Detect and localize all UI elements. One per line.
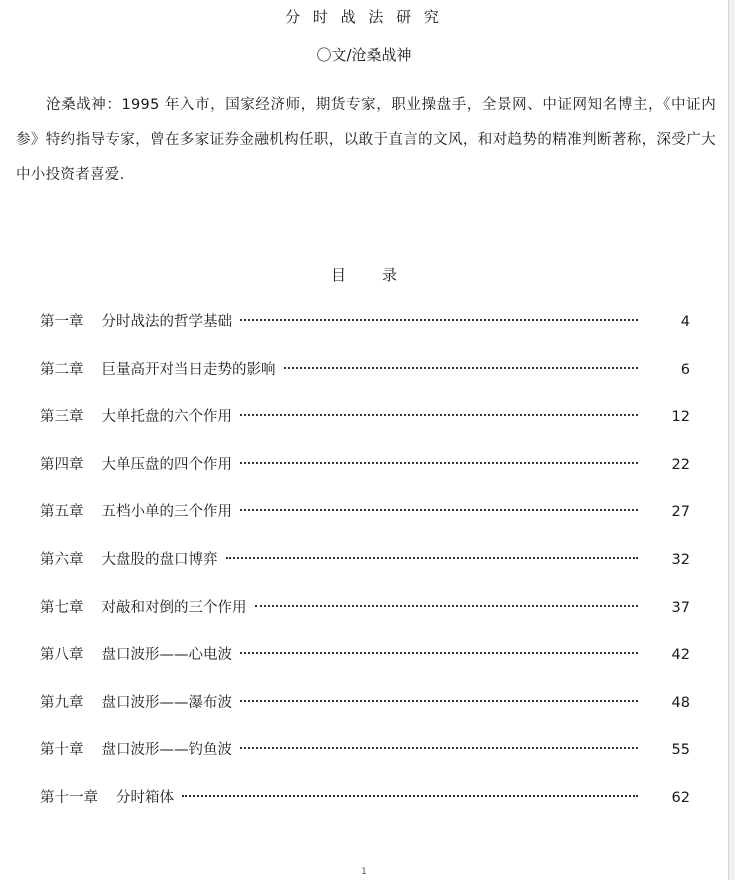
chapter-page: 48 — [671, 694, 690, 711]
chapter-title: 巨量高开对当日走势的影响 — [101, 361, 276, 378]
chapter-title: 盘口波形——心电波 — [101, 647, 232, 664]
dot-leader — [240, 700, 638, 702]
toc-heading — [0, 264, 728, 286]
chapter-number: 第二章 — [40, 361, 84, 378]
author-byline: 〇文/沧桑战神 — [316, 46, 412, 64]
chapter-number: 第七章 — [40, 599, 84, 616]
toc-entry[interactable] — [40, 358, 690, 406]
toc-entry[interactable] — [40, 548, 690, 596]
toc-entry[interactable] — [40, 786, 690, 834]
table-of-contents — [40, 310, 690, 834]
toc-entry[interactable] — [40, 738, 690, 786]
chapter-number: 第四章 — [40, 456, 84, 473]
chapter-page: 12 — [671, 409, 690, 426]
chapter-title: 大单托盘的六个作用 — [101, 409, 232, 426]
chapter-page: 42 — [671, 647, 690, 664]
chapter-page: 6 — [680, 361, 690, 378]
toc-entry[interactable] — [40, 453, 690, 501]
chapter-page: 37 — [671, 599, 690, 616]
chapter-number: 第十章 — [40, 742, 84, 759]
chapter-number: 第三章 — [40, 409, 84, 426]
toc-entry[interactable] — [40, 310, 690, 358]
chapter-page: 62 — [671, 789, 690, 806]
chapter-title: 分时箱体 — [116, 789, 174, 806]
dot-leader — [240, 747, 638, 749]
chapter-page: 27 — [671, 504, 690, 521]
dot-leader — [182, 795, 638, 797]
chapter-title: 大单压盘的四个作用 — [101, 456, 232, 473]
toc-heading-right: 录 — [382, 266, 398, 284]
toc-entry[interactable] — [40, 643, 690, 691]
dot-leader — [255, 605, 639, 607]
chapter-number: 第九章 — [40, 694, 84, 711]
page-number: 1 — [361, 867, 367, 877]
chapter-title: 大盘股的盘口博弈 — [101, 551, 218, 568]
chapter-title: 对敲和对倒的三个作用 — [101, 599, 247, 616]
toc-heading-left: 目 — [330, 266, 346, 284]
dot-leader — [240, 509, 638, 511]
dot-leader — [240, 652, 638, 654]
chapter-number: 第五章 — [40, 504, 84, 521]
toc-entry[interactable] — [40, 405, 690, 453]
chapter-page: 55 — [671, 742, 690, 759]
dot-leader — [240, 414, 638, 416]
toc-entry[interactable] — [40, 596, 690, 644]
chapter-title: 五档小单的三个作用 — [101, 504, 232, 521]
chapter-number: 第八章 — [40, 647, 84, 664]
dot-leader — [240, 462, 638, 464]
toc-entry[interactable] — [40, 691, 690, 739]
document-title: 分 时 战 法 研 究 — [285, 8, 443, 26]
page-edge — [728, 0, 735, 880]
dot-leader — [284, 367, 639, 369]
chapter-page: 32 — [671, 551, 690, 568]
chapter-number: 第六章 — [40, 551, 84, 568]
author-intro-paragraph: 沧桑战神：1995 年入市，国家经济师，期货专家，职业操盘手，全景网、中证网知名博主，《中证内参》特约指导专家，曾在多家证券金融机构任职，以敢于直言的文风，和对趋势的精准判断著称，深受广大中小投资者喜爱. — [16, 97, 716, 183]
chapter-page: 4 — [680, 314, 690, 330]
chapter-number: 第一章 — [40, 314, 84, 330]
chapter-title: 盘口波形——钓鱼波 — [101, 742, 232, 759]
chapter-title: 盘口波形——瀑布波 — [101, 694, 232, 711]
chapter-number: 第十一章 — [40, 789, 98, 806]
chapter-page: 22 — [671, 456, 690, 473]
dot-leader — [226, 557, 639, 559]
toc-entry[interactable] — [40, 500, 690, 548]
dot-leader — [240, 319, 638, 321]
chapter-title: 分时战法的哲学基础 — [101, 314, 232, 330]
